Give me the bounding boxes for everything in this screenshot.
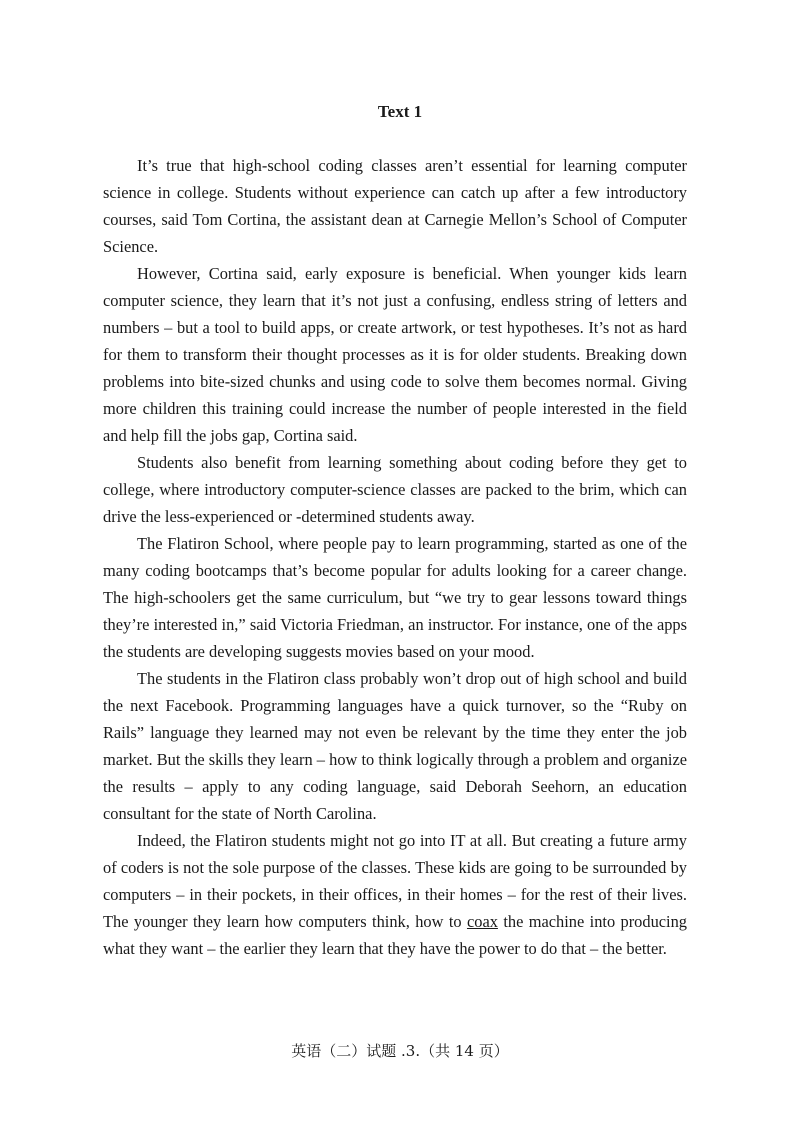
underlined-word-coax: coax	[466, 912, 498, 931]
paragraph-1: It’s true that high-school coding classes aren’t essential for learning computer science in college. Students without experience can catch up after a few introductory courses, said Tom Cortina, the assistant dean at Carnegie Mellon’s School of Computer Science.	[103, 156, 687, 256]
page-title: Text 1	[377, 102, 423, 121]
paragraph-6-text-before: Indeed, the Flatiron students might not go into IT at all. But creating a future army of coders is not the sole purpose of the classes. These kids are going to be surrounded by computers – in their pockets, in their offices, in their homes – for the rest of their lives. The younger they learn how computers think, how to	[103, 831, 687, 931]
paragraph-3: Students also benefit from learning something about coding before they get to college, where introductory computer-science classes are packed to the brim, which can drive the less-experienced or -determined students away.	[103, 453, 687, 526]
paragraph-6	[103, 827, 687, 962]
paragraph-4: The Flatiron School, where people pay to learn programming, started as one of the many coding bootcamps that’s become popular for adults looking for a career change. The high-schoolers get the same curriculum, but “we try to gear lessons toward things they’re interested in,” said Victoria Friedman, an instructor. For instance, one of the apps the students are developing suggests movies based on your mood.	[103, 534, 687, 661]
paragraph-2: However, Cortina said, early exposure is beneficial. When younger kids learn computer science, they learn that it’s not just a confusing, endless string of letters and numbers – but a tool to build apps, or create artwork, or test hypotheses. It’s not as hard for them to transform their thought processes as it is for older students. Breaking down problems into bite-sized chunks and using code to solve them becomes normal. Giving more children this training could increase the number of people interested in the field and help fill the jobs gap, Cortina said.	[103, 264, 687, 445]
article-body	[103, 152, 687, 962]
paragraph-5: The students in the Flatiron class probably won’t drop out of high school and build the next Facebook. Programming languages have a quick turnover, so the “Ruby on Rails” language they learned may not even be relevant by the time they enter the job market. But the skills they learn – how to think logically through a problem and organize the results – apply to any coding language, said Deborah Seehorn, an education consultant for the state of North Carolina.	[103, 669, 687, 823]
paragraph-6-text-after: the machine into producing what they want – the earlier they learn that they have the power to do that – the better.	[103, 912, 687, 958]
page-footer: 英语（二）试题 .3.（共 14 页）	[291, 1042, 509, 1060]
